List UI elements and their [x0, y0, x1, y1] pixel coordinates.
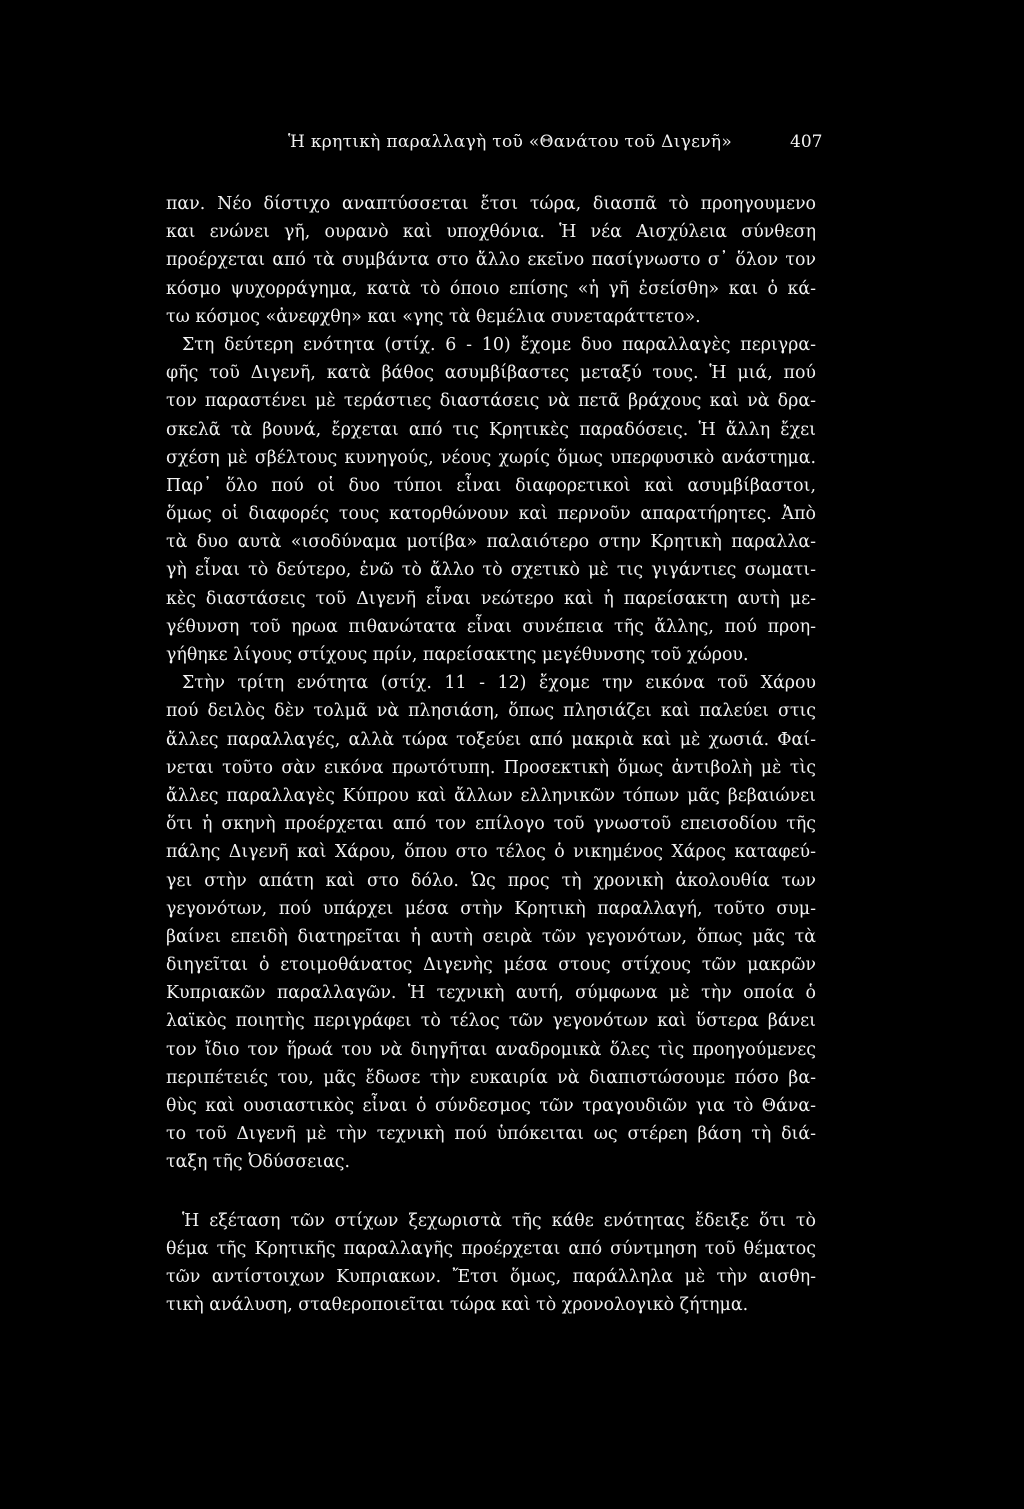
text-line: και ενώνει γῆ, ουρανὸ καὶ υποχθόνια. Ἡ νέα Αισχύλεια σύνθεση: [166, 222, 816, 243]
text-line: πού δειλὸς δὲν τολμᾶ νὰ πλησιάση, ὅπως πλησιάζει καὶ παλεύει στις: [166, 701, 816, 722]
paragraph: [166, 1207, 816, 1320]
text-line: γήθηκε λίγους στίχους πρίν, παρείσακτης μεγέθυνσης τοῦ χώρου.: [166, 645, 749, 665]
text-line: βαίνει επειδὴ διατηρεῖται ἡ αυτὴ σειρὰ τῶν γεγονότων, ὅπως μᾶς τὰ: [166, 926, 816, 947]
paragraph: [166, 331, 816, 669]
text-line: πάλης Διγενῆ καὶ Χάρου, ὅπου στο τέλος ὁ νικημένος Χάρος καταφεύ-: [166, 842, 816, 863]
text-line: τον ἴδιο τον ἥρωά του νὰ διηγῆται αναδρομικὰ ὅλες τὶς προηγούμενες: [166, 1039, 816, 1060]
text-line: τῶν αντίστοιχων Κυπριακων. Ἔτσι ὅμως, παράλληλα μὲ τὴν αισθη-: [166, 1266, 816, 1287]
text-line: γεγονότων, πού υπάρχει μέσα στὴν Κρητικὴ παραλλαγή, τοῦτο συμ-: [166, 898, 816, 919]
text-line: ἄλλες παραλλαγὲς Κύπρου καὶ ἄλλων ελληνικῶν τόπων μᾶς βεβαιώνει: [166, 785, 816, 806]
text-line: τον παραστένει μὲ τεράστιες διαστάσεις νὰ πετᾶ βράχους καὶ νὰ δρα-: [166, 391, 816, 412]
text-line: προέρχεται από τὰ συμβάντα στο ἄλλο εκεῖνο πασίγνωστο σ᾿ ὅλον τον: [166, 250, 816, 271]
text-line: κόσμο ψυχορράγημα, κατὰ τὸ όποιο επίσης «ἡ γῆ ἐσείσθη» και ὁ κά-: [166, 278, 816, 299]
section-gap: [166, 1177, 816, 1207]
running-header: [0, 132, 1024, 162]
text-line: ὅμως οἱ διαφορές τους κατορθώνουν καὶ περνοῦν απαρατήρητες. Ἀπὸ: [166, 504, 816, 525]
text-line: Ἡ εξέταση τῶν στίχων ξεχωριστὰ τῆς κάθε ενότητας ἔδειξε ὅτι τὸ: [182, 1210, 816, 1231]
text-line: σχέση μὲ σβέλτους κυνηγούς, νέους χωρίς ὅμως υπερφυσικὸ ανάστημα.: [166, 447, 816, 468]
text-line: γὴ εἶναι τὸ δεύτερο, ἐνῶ τὸ ἄλλο τὸ σχετικὸ μὲ τις γιγάντιες σωματι-: [166, 560, 816, 581]
text-line: λαϊκὸς ποιητὴς περιγράφει τὸ τέλος τῶν γεγονότων καὶ ὕστερα βάνει: [166, 1011, 816, 1032]
text-line: παν. Νέο δίστιχο αναπτύσσεται ἔτσι τώρα, διασπᾶ τὸ προηγουμενο: [166, 194, 816, 214]
text-line: τὰ δυο αυτὰ «ισοδύναμα μοτίβα» παλαιότερο στην Κρητικὴ παραλλα-: [166, 532, 816, 553]
text-line: θέμα τῆς Κρητικῆς παραλλαγῆς προέρχεται από σύντμηση τοῦ θέματος: [166, 1238, 816, 1259]
text-line: φῆς τοῦ Διγενῆ, κατὰ βάθος ασυμβίβαστες μεταξύ τους. Ἡ μιά, πού: [166, 363, 816, 384]
text-line: Παρ᾿ ὅλο πού οἱ δυο τύποι εἶναι διαφορετικοὶ καὶ ασυμβίβαστοι,: [166, 475, 816, 496]
text-line: θὺς καὶ ουσιαστικὸς εἶναι ὁ σύνδεσμος τῶν τραγουδιῶν για τὸ Θάνα-: [166, 1096, 816, 1116]
text-line: νεται τοῦτο σὰν εικόνα πρωτότυπη. Προσεκτικὴ ὅμως ἀντιβολὴ μὲ τὶς: [166, 757, 816, 778]
text-line: ἄλλες παραλλαγές, αλλὰ τώρα τοξεύει από μακριὰ καὶ μὲ χωσιά. Φαί-: [166, 729, 816, 750]
text-line: γει στὴν απάτη καὶ στο δόλο. Ὡς προς τὴ χρονικὴ ἀκολουθία των: [166, 870, 816, 891]
text-line: Κυπριακῶν παραλλαγῶν. Ἡ τεχνικὴ αυτή, σύμφωνα μὲ τὴν οποία ὁ: [166, 983, 816, 1004]
running-title: Ἡ κρητικὴ παραλλαγὴ τοῦ «Θανάτου τοῦ Διγενῆ»: [288, 132, 733, 152]
text-line: γέθυνση τοῦ ηρωα πιθανώτατα εἶναι συνέπεια τῆς ἄλλης, πού προη-: [166, 616, 816, 637]
text-line: τικὴ ανάλυση, σταθεροποιεῖται τώρα καὶ τὸ χρονολογικὸ ζήτημα.: [166, 1295, 749, 1316]
page-number: 407: [790, 132, 823, 152]
text-line: σκελᾶ τὰ βουνά, ἔρχεται από τις Κρητικὲς παραδόσεις. Ἡ ἄλλη ἔχει: [166, 419, 816, 440]
text-line: Στὴν τρίτη ενότητα (στίχ. 11 - 12) ἔχομε την εικόνα τοῦ Χάρου: [182, 673, 816, 694]
text-line: ὅτι ἡ σκηνὴ προέρχεται από τον επίλογο τοῦ γνωστοῦ επεισοδίου τῆς: [166, 814, 816, 835]
text-line: το τοῦ Διγενῆ μὲ τὴν τεχνικὴ πού ὑπόκειται ως στέρεη βάση τὴ διά-: [166, 1124, 816, 1145]
paragraph: [166, 190, 816, 331]
text-line: Στη δεύτερη ενότητα (στίχ. 6 - 10) ἔχομε δυο παραλλαγὲς περιγρα-: [182, 334, 816, 355]
paragraph: [166, 669, 816, 1176]
body-text: [166, 190, 816, 1319]
text-line: κὲς διαστάσεις τοῦ Διγενῆ εἶναι νεώτερο καὶ ἡ παρείσακτη αυτὴ με-: [166, 588, 816, 609]
text-line: ταξη τῆς Ὀδύσσειας.: [166, 1152, 351, 1173]
text-line: διηγεῖται ὁ ετοιμοθάνατος Διγενὴς μέσα στους στίχους τῶν μακρῶν: [166, 955, 816, 976]
text-line: περιπέτειές του, μᾶς ἔδωσε τὴν ευκαιρία νὰ διαπιστώσουμε πόσο βα-: [166, 1067, 816, 1088]
text-line: τω κόσμος «ἀνεφχθη» και «γης τὰ θεμέλια συνεταράττετο».: [166, 306, 701, 327]
